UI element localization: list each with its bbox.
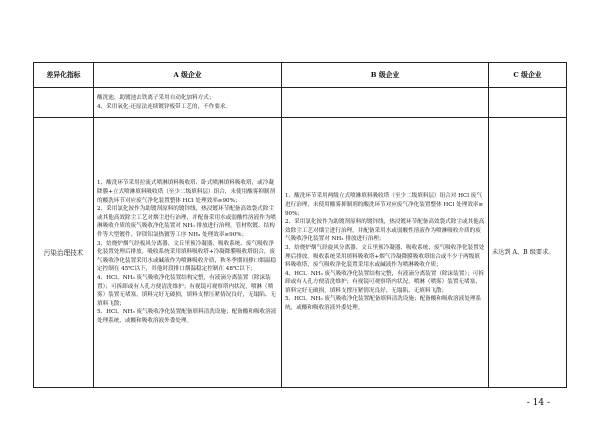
- page-number: - 14 -: [526, 398, 550, 408]
- cell-grade-c: 未达到 A、B 级要求。: [489, 118, 567, 388]
- b-paragraph: 3、焙烧炉烟气经旋风分离器、文丘里预冷凝器、吸收系统、废气吸收净化装置处理后排放。吸收系统采用填料吸收塔+烟气冷凝降膜吸收塔组合或不少于两级填料吸收塔，废气吸收净化装置采用水或碱液作为喷淋吸收介质；: [285, 244, 485, 269]
- a-paragraph: 1、酸洗环节采用拉流式喷淋填料吸收塔、卧式喷淋填料吸收塔，或冷凝降膜+立式喷淋填料吸收塔（至少二级填料层）组合，未使用酸雾抑制剂的酸洗环节对应废气净化装置整体 HCl 处理效率≥90%；: [97, 180, 276, 204]
- header-grade-a: A 级企业: [94, 63, 282, 88]
- header-grade-b: B 级企业: [282, 63, 489, 88]
- a-continued-line: 4、采用氧化-还原法连续镀锌板带工艺的，不作要求。: [97, 103, 232, 110]
- a-paragraph: 4、HCl、NH₃ 废气吸收净化装置结构完整，有液滴分离装置（除沫装置）；可拆卸或有人孔方便清洗维护；有视镜可观察塔内状况，喷淋（喷雾）装置无堵塞，填料完好无破损，填料支撑压紧情况良好，无塌陷、无填料飞散；: [97, 274, 277, 307]
- a-paragraph: 2、采用氯化铵作为助镀剂原料的镀锌线，热浸镀环节配备高效袋式除尘或其他高效除尘工艺对烟尘进行治理，并配备采用水或弱酸性溶液作为喷淋吸收介质的废气吸收净化装置对 NH₃ 排放进行治理，管材吹镀、结构件等大型镀件、锌镁铝氯热镀等工序 NH₃ 处理效率≥90%；: [97, 206, 277, 239]
- cell-empty: [34, 88, 94, 118]
- b-paragraph: 4、HCl、NH₃ 废气吸收净化装置结构完整，有液滴分离装置（除沫装置）；可拆卸或有人孔方便清洗维护；有视镜可观察塔内状况，喷淋（喷雾）装置无堵塞，填料完好无破损，填料支撑压紧情况良好，无塌陷、无填料飞散；: [285, 270, 484, 294]
- header-indicator: 差异化指标: [34, 63, 94, 88]
- cell-grade-a: [94, 118, 282, 388]
- cell-empty: [489, 88, 567, 118]
- b-paragraph: 1、酸洗环节采用两级立式喷淋填料吸收塔（至少二级填料层）组合对 HCl 废气进行治理，未使用酸雾抑制剂的酸洗环节对应废气净化装置整体 HCl 处理效率≥90%；: [285, 193, 484, 217]
- a-paragraph: 3、焙烧炉烟气经板风分离器、文丘里预冷凝器、吸收系统、废气吸收净化装置处理后排放。吸收系统采用填料吸收塔+冷凝降膜吸收塔组合，废气吸收净化装置采用水或碱液作为喷淋吸收介质，秋冬季期间排口烟温稳定控制在 45℃以下，其他时段排口烟温稳定控制在 48℃以下；: [97, 240, 277, 273]
- cell-a-continued: [94, 88, 282, 118]
- criteria-table: [33, 62, 567, 388]
- cell-grade-b: [282, 118, 489, 388]
- header-grade-c: C 级企业: [489, 63, 567, 88]
- b-paragraph: 2、采用氯化铵作为助镀剂原料的镀锌线，热浸镀环节配备高效袋式除尘或其他高效除尘工艺对烟尘进行治理，并配备采用水或弱酸性溶液作为喷淋吸收介质的废气吸收净化装置对 NH₃ 排放进行治理；: [285, 219, 485, 243]
- category-label: 污染治理技术: [34, 118, 94, 388]
- table-header-row: [34, 63, 567, 88]
- a-paragraph: 5、HCl、NH₃ 废气吸收净化装置配备填料清洗设施；配备酸和吸收溶液处理系统，或酸和吸收溶液外委处理。: [97, 309, 277, 324]
- table-row-continued: [34, 88, 567, 118]
- cell-empty: [282, 88, 489, 118]
- b-paragraph: 5、HCl、NH₃ 废气吸收净化装置配备填料清洗设施；配备酸和吸收溶液处理系统，或酸和吸收溶液外委处理。: [285, 296, 482, 312]
- a-continued-line: 酸洗池、助镀池去铁离子采用自动化加料方式；: [97, 94, 215, 101]
- table-row-pollution: [34, 118, 567, 388]
